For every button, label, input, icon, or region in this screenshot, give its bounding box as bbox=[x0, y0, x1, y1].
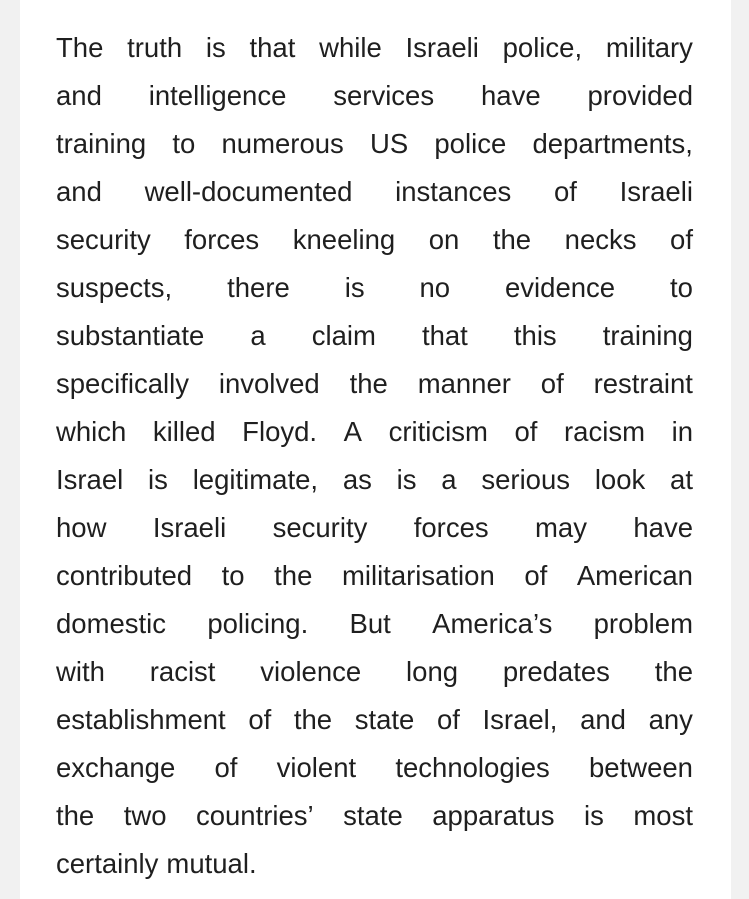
word: of bbox=[436, 704, 460, 735]
text-line bbox=[56, 744, 693, 792]
text-line bbox=[56, 360, 693, 408]
word: technologies bbox=[395, 752, 550, 783]
word: racist bbox=[149, 656, 216, 687]
word: truth bbox=[127, 32, 183, 63]
word: police, bbox=[502, 32, 583, 63]
word: most bbox=[633, 800, 693, 831]
word: of bbox=[214, 752, 238, 783]
text-line bbox=[56, 552, 693, 600]
word: serious bbox=[481, 464, 571, 495]
word: the bbox=[274, 560, 313, 591]
word: this bbox=[513, 320, 557, 351]
word: criticism bbox=[388, 416, 488, 447]
word: forces bbox=[184, 224, 260, 255]
word: specifically bbox=[56, 368, 189, 399]
text-line bbox=[56, 72, 693, 120]
word: a bbox=[441, 464, 457, 495]
word: that bbox=[249, 32, 296, 63]
word: on bbox=[428, 224, 460, 255]
word: military bbox=[605, 32, 693, 63]
word: A bbox=[343, 416, 362, 447]
word: security bbox=[272, 512, 368, 543]
word: provided bbox=[587, 80, 693, 111]
word: suspects, bbox=[56, 272, 173, 303]
word: the bbox=[56, 800, 95, 831]
word: to bbox=[221, 560, 245, 591]
left-margin-shadow bbox=[0, 0, 20, 899]
word: certainly bbox=[56, 848, 159, 879]
word: the bbox=[293, 704, 333, 735]
text-line bbox=[56, 216, 693, 264]
right-margin-shadow bbox=[731, 0, 749, 899]
text-line bbox=[56, 600, 693, 648]
text-line bbox=[56, 24, 693, 72]
word: look bbox=[594, 464, 646, 495]
article-paragraph bbox=[56, 24, 693, 888]
word: US bbox=[370, 128, 409, 159]
word: predates bbox=[502, 656, 610, 687]
word: Floyd. bbox=[242, 416, 318, 447]
text-line bbox=[56, 792, 693, 840]
word: a bbox=[250, 320, 266, 351]
word: police bbox=[434, 128, 507, 159]
word: while bbox=[319, 32, 382, 63]
word: two bbox=[123, 800, 167, 831]
word: to bbox=[172, 128, 196, 159]
text-line bbox=[56, 312, 693, 360]
word: forces bbox=[413, 512, 489, 543]
word: legitimate, bbox=[192, 464, 319, 495]
word: of bbox=[248, 704, 272, 735]
word: there bbox=[227, 272, 290, 303]
word: violent bbox=[276, 752, 357, 783]
text-line bbox=[56, 264, 693, 312]
word: Israel, bbox=[482, 704, 558, 735]
word: domestic bbox=[56, 608, 167, 639]
word: of bbox=[514, 416, 538, 447]
word: of bbox=[670, 224, 693, 255]
word: establishment bbox=[56, 704, 226, 735]
word: involved bbox=[218, 368, 320, 399]
word: training bbox=[56, 128, 147, 159]
word: necks bbox=[564, 224, 637, 255]
text-line bbox=[56, 120, 693, 168]
word: Israel bbox=[56, 464, 124, 495]
word: instances bbox=[395, 176, 512, 207]
word: of bbox=[540, 368, 564, 399]
word: services bbox=[333, 80, 435, 111]
word: is bbox=[584, 800, 604, 831]
word: is bbox=[396, 464, 417, 495]
word: of bbox=[553, 176, 577, 207]
word: which bbox=[56, 416, 127, 447]
word: well-documented bbox=[144, 176, 353, 207]
word: apparatus bbox=[432, 800, 555, 831]
word: But bbox=[349, 608, 391, 639]
word: substantiate bbox=[56, 320, 205, 351]
word: may bbox=[535, 512, 587, 543]
word: and bbox=[56, 80, 102, 111]
word: claim bbox=[311, 320, 376, 351]
word: state bbox=[354, 704, 415, 735]
word: policing. bbox=[207, 608, 309, 639]
word: exchange bbox=[56, 752, 176, 783]
word: in bbox=[671, 416, 693, 447]
word: no bbox=[419, 272, 451, 303]
word: mutual. bbox=[166, 848, 257, 879]
word: countries’ bbox=[195, 800, 314, 831]
word: killed bbox=[152, 416, 216, 447]
word: Israeli bbox=[405, 32, 479, 63]
word: The bbox=[56, 32, 104, 63]
word: the bbox=[492, 224, 532, 255]
word: as bbox=[342, 464, 372, 495]
word: any bbox=[648, 704, 693, 735]
word: restraint bbox=[593, 368, 693, 399]
word: to bbox=[670, 272, 693, 303]
word: is bbox=[344, 272, 365, 303]
word: violence bbox=[260, 656, 362, 687]
word: state bbox=[343, 800, 403, 831]
word: between bbox=[589, 752, 693, 783]
word: militarisation bbox=[341, 560, 495, 591]
word: problem bbox=[593, 608, 693, 639]
word: and bbox=[580, 704, 626, 735]
word: evidence bbox=[505, 272, 616, 303]
word: numerous bbox=[221, 128, 344, 159]
word: intelligence bbox=[148, 80, 287, 111]
text-line bbox=[56, 696, 693, 744]
word: the bbox=[654, 656, 693, 687]
word: the bbox=[349, 368, 388, 399]
word: departments, bbox=[532, 128, 693, 159]
word: is bbox=[205, 32, 226, 63]
word: have bbox=[633, 512, 693, 543]
word: and bbox=[56, 176, 102, 207]
word: have bbox=[480, 80, 541, 111]
text-line bbox=[56, 648, 693, 696]
word: kneeling bbox=[292, 224, 396, 255]
word: racism bbox=[564, 416, 645, 447]
text-line bbox=[56, 408, 693, 456]
word: manner bbox=[417, 368, 511, 399]
word: contributed bbox=[56, 560, 193, 591]
word: Israeli bbox=[152, 512, 227, 543]
text-line bbox=[56, 840, 693, 888]
word: Israeli bbox=[619, 176, 693, 207]
text-line bbox=[56, 168, 693, 216]
word: that bbox=[421, 320, 468, 351]
word: is bbox=[148, 464, 168, 495]
word: long bbox=[406, 656, 459, 687]
word: how bbox=[56, 512, 107, 543]
word: training bbox=[602, 320, 693, 351]
word: at bbox=[670, 464, 693, 495]
word: American bbox=[576, 560, 693, 591]
text-line bbox=[56, 504, 693, 552]
word: security bbox=[56, 224, 151, 255]
word: with bbox=[56, 656, 105, 687]
word: of bbox=[524, 560, 548, 591]
word: America’s bbox=[432, 608, 553, 639]
text-line bbox=[56, 456, 693, 504]
